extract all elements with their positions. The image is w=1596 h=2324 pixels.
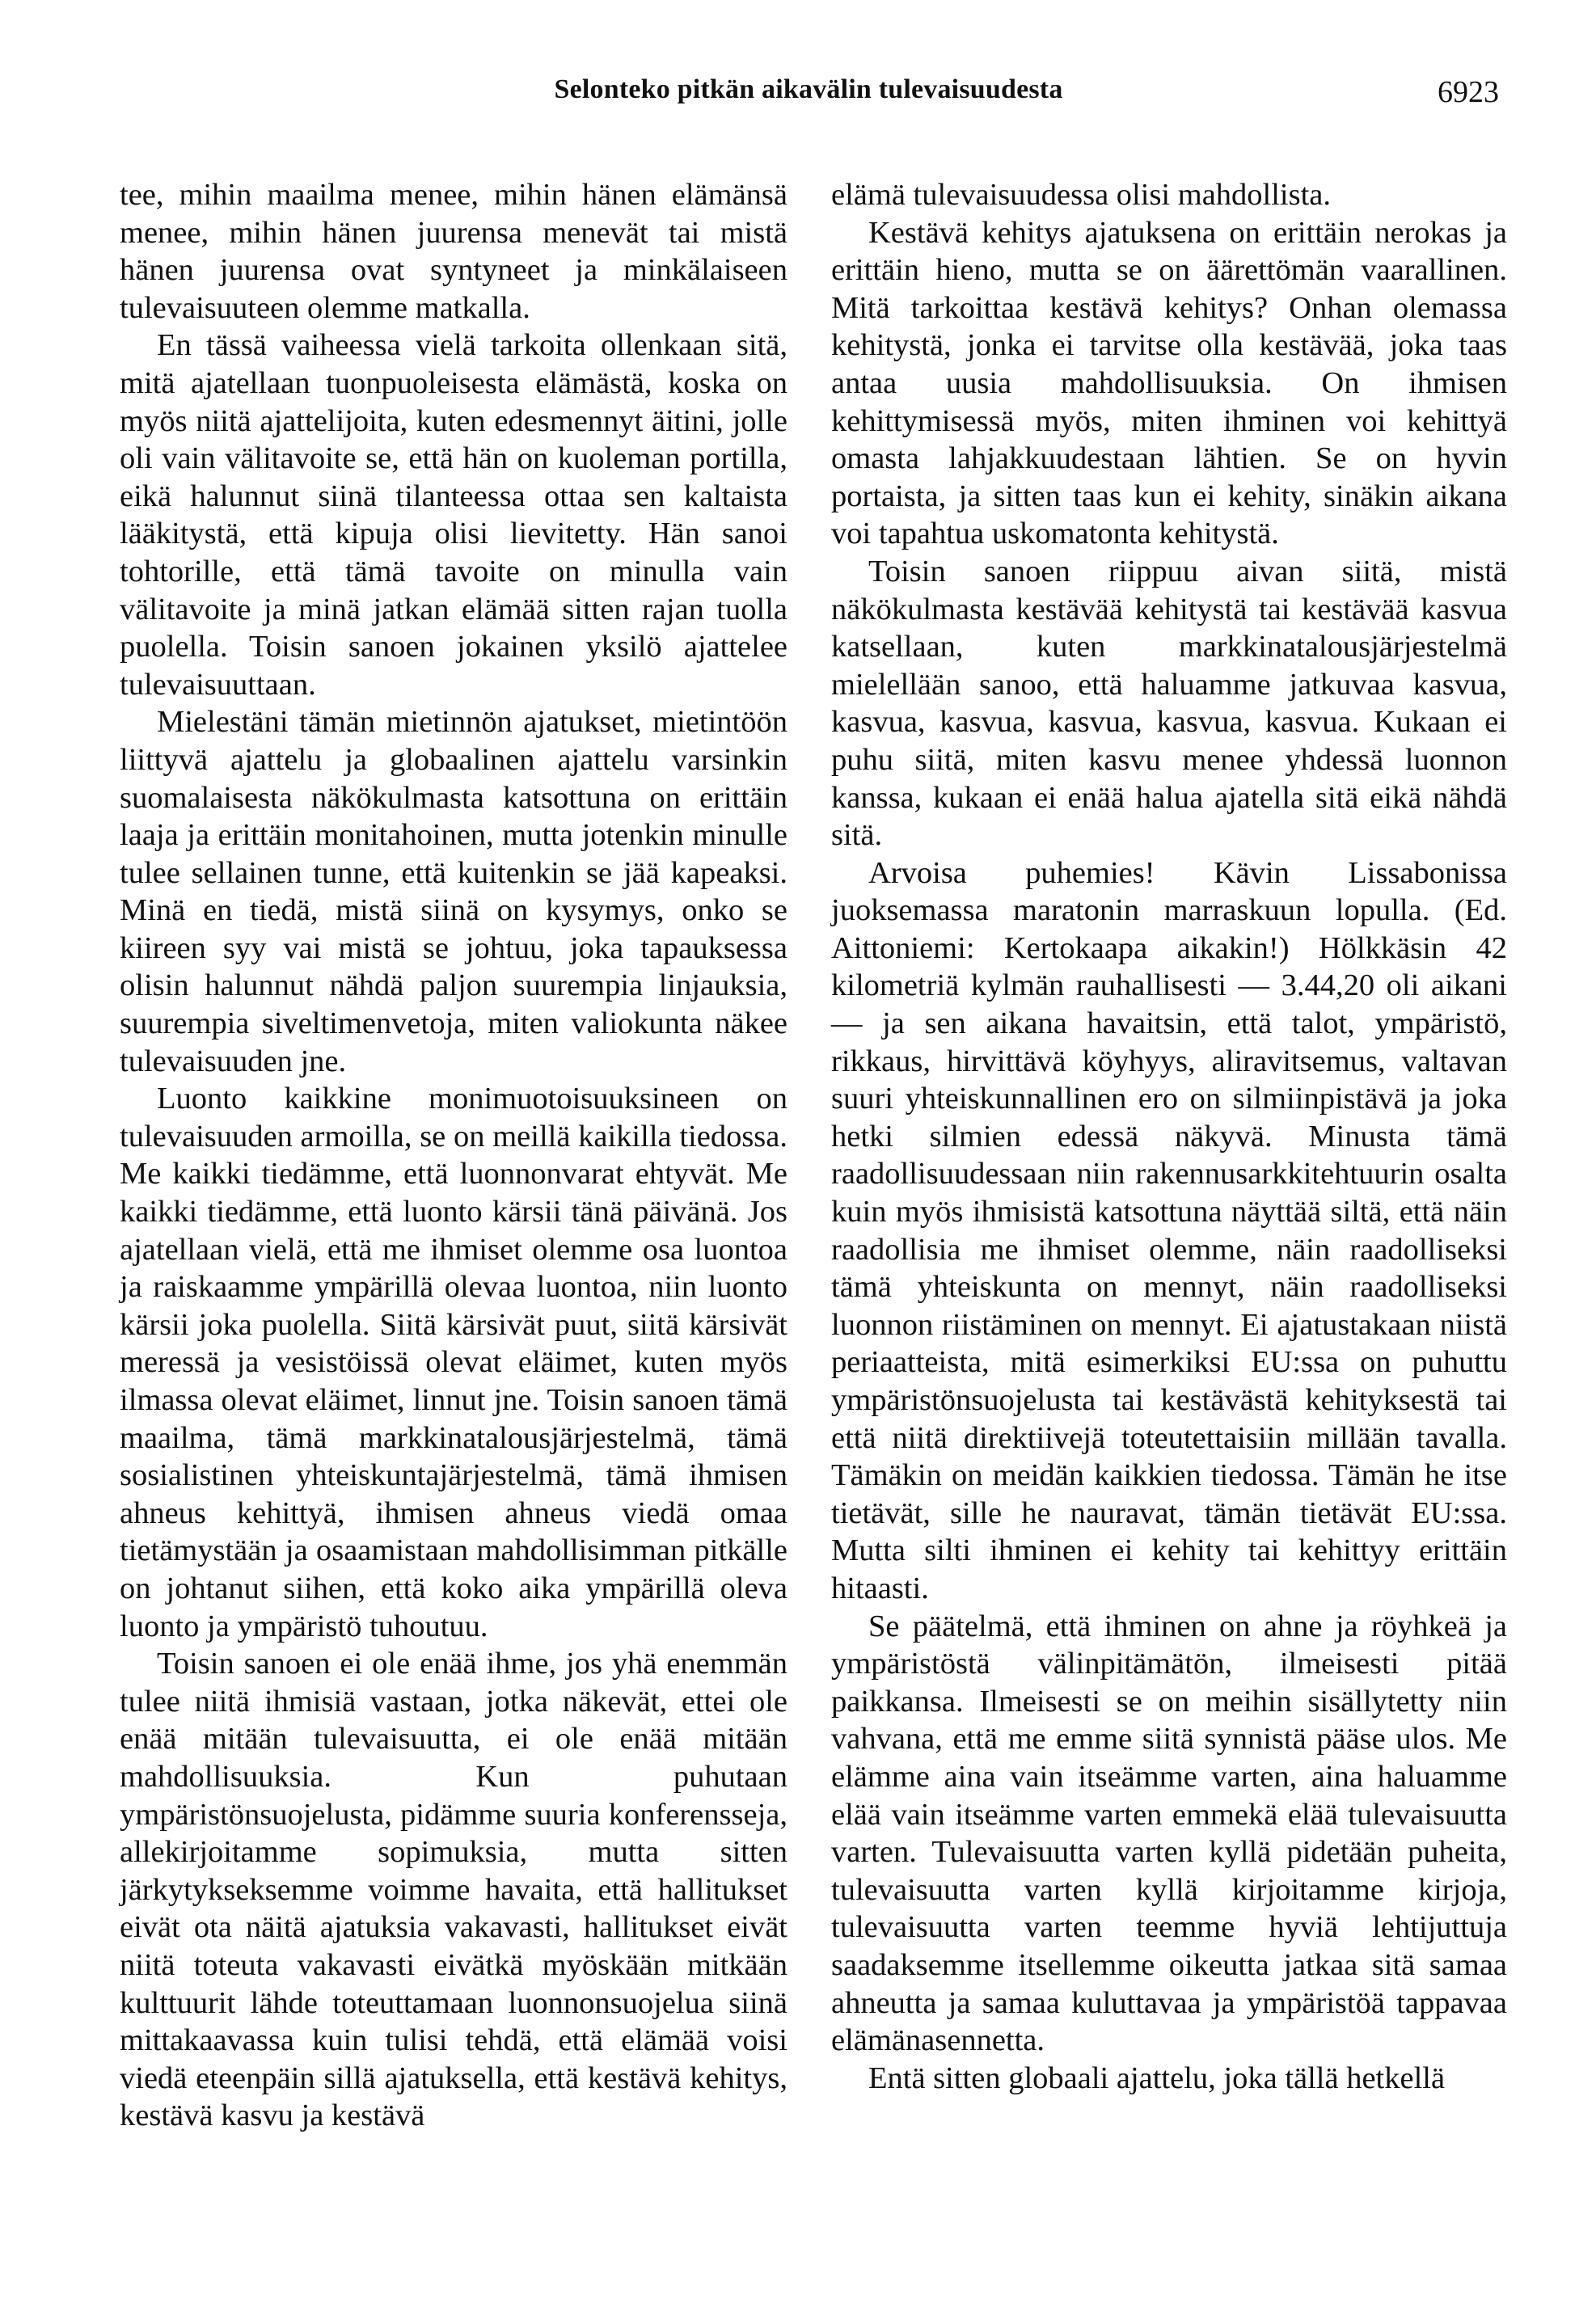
paragraph: Toisin sanoen riippuu aivan siitä, mistä näkökulmasta kestävää kehitystä tai kestävää kasvua katsellaan, kuten markkinatalousjärjestelmä mielellään sanoo, että haluamme jatkuvaa kasvua, kasvua, kasvua, kasvua, kasvua, kasvua. Kukaan ei puhu siitä, miten kasvu menee yhdessä luonnon kanssa, kukaan ei enää halua ajatella sitä eikä nähdä sitä. bbox=[831, 554, 1507, 853]
page-header bbox=[0, 74, 1596, 123]
running-title: Selonteko pitkän aikavälin tulevaisuudesta bbox=[554, 74, 1063, 104]
paragraph: Toisin sanoen ei ole enää ihme, jos yhä enemmän tulee niitä ihmisiä vastaan, jotka näkevät, ettei ole enää mitään tulevaisuutta, ei ole enää mitään mahdollisuuksia. Kun puhutaan ympäristönsuojelusta, pidämme suuria konferensseja, allekirjoitamme sopimuksia, mutta sitten järkytykseksemme voimme havaita, että hallitukset eivät ota näitä ajatuksia vakavasti, hallitukset eivät niitä toteuta vakavasti eivätkä myöskään mitkään kulttuurit lähde toteuttamaan luonnonsuojelua siinä mittakaavassa kuin tulisi tehdä, että elämää voisi viedä eteenpäin sillä ajatuksella, että kestävä kehitys, kestävä kasvu ja kestävä bbox=[120, 1647, 787, 2133]
paragraph: En tässä vaiheessa vielä tarkoita ollenkaan sitä, mitä ajatellaan tuonpuoleisesta elämästä, koska on myös niitä ajattelijoita, kuten edesmennyt äitini, jolle oli vain välitavoite se, että hän on kuoleman portilla, eikä halunnut siinä tilanteessa ottaa sen kaltaista lääkitystä, että kipuja olisi lievitetty. Hän sanoi tohtorille, että tämä tavoite on minulla vain välitavoite ja minä jatkan elämää sitten rajan tuolla puolella. Toisin sanoen jokainen yksilö ajattelee tulevaisuuttaan. bbox=[120, 328, 787, 702]
left-column bbox=[120, 176, 787, 2135]
page-number: 6923 bbox=[1438, 75, 1499, 109]
paragraph: Entä sitten globaali ajattelu, joka tällä hetkellä bbox=[868, 2060, 1446, 2095]
paragraph: Luonto kaikkine monimuotoisuuksineen on tulevaisuuden armoilla, se on meillä kaikilla tiedossa. Me kaikki tiedämme, että luonnonvarat ehtyvät. Me kaikki tiedämme, että luonto kärsii tänä päivänä. Jos ajatellaan vielä, että me ihmiset olemme osa luontoa ja raiskaamme ympärillä olevaa luontoa, niin luonto kärsii joka puolella. Siitä kärsivät puut, siitä kärsivät meressä ja vesistöissä olevat eläimet, kuten myös ilmassa olevat eläimet, linnut jne. Toisin sanoen tämä maailma, tämä markkinatalousjärjestelmä, tämä sosialistinen yhteiskuntajärjestelmä, tämä ihmisen ahneus kehittyä, ihmisen ahneus viedä omaa tietämystään ja osaamistaan mahdollisimman pitkälle on johtanut siihen, että koko aika ympärillä oleva luonto ja ympäristö tuhoutuu. bbox=[120, 1082, 787, 1643]
paragraph: Mielestäni tämän mietinnön ajatukset, mietintöön liittyvä ajattelu ja globaalinen ajattelu varsinkin suomalaisesta näkökulmasta katsottuna on erittäin laaja ja erittäin monitahoinen, mutta jotenkin minulle tulee sellainen tunne, että kuitenkin se jää kapeaksi. Minä en tiedä, mistä siinä on kysymys, onko se kiireen syy vai mistä se johtuu, joka tapauksessa olisin halunnut nähdä paljon suurempia linjauksia, suurempia siveltimenvetoja, miten valiokunta näkee tulevaisuuden jne. bbox=[120, 705, 787, 1078]
paragraph: Se päätelmä, että ihminen on ahne ja röyhkeä ja ympäristöstä välinpitämätön, ilmeisesti pitää paikkansa. Ilmeisesti se on meihin sisällytetty niin vahvana, että me emme siitä synnistä pääse ulos. Me elämme aina vain itseämme varten, aina haluamme elää vain itseämme varten emmekä elää tulevaisuutta varten. Tulevaisuutta varten kyllä pidetään puheita, tulevaisuutta varten kyllä kirjoitamme kirjoja, tulevaisuutta varten teemme hyviä lehtijuttuja saadaksemme itsellemme oikeutta jatkaa sitä samaa ahneutta ja samaa kuluttavaa ja ympäristöä tappavaa elämänasennetta. bbox=[831, 1609, 1507, 2058]
paragraph: elämä tulevaisuudessa olisi mahdollista. bbox=[831, 178, 1332, 212]
paragraph: tee, mihin maailma menee, mihin hänen elämänsä menee, mihin hänen juurensa menevät tai mistä hänen juurensa ovat syntyneet ja minkälaiseen tulevaisuuteen olemme matkalla. bbox=[120, 178, 787, 325]
paragraph: Arvoisa puhemies! Kävin Lissabonissa juoksemassa maratonin marraskuun lopulla. (Ed. Aittoniemi: Kertokaapa aikakin!) Hölkkäsin 42 kilometriä kylmän rauhallisesti — 3.44,20 oli aikani — ja sen aikana havaitsin, että talot, ympäristö, rikkaus, hirvittävä köyhyys, aliravitsemus, valtavan suuri yhteiskunnallinen ero on silmiinpistävä ja joka hetki silmien edessä näkyvä. Minusta tämä raadollisuudessaan niin rakennusarkkitehtuurin osalta kuin myös ihmisistä katsottuna näyttää siltä, että näin raadollisia me ihmiset olemme, näin raadolliseksi tämä yhteiskunta on mennyt, näin raadolliseksi luonnon riistäminen on mennyt. Ei ajatustakaan niistä periaatteista, mitä esimerkiksi EU:ssa on puhuttu ympäristönsuojelusta tai kestävästä kehityksestä tai että niitä direktiivejä toteutettaisiin millään tavalla. Tämäkin on meidän kaikkien tiedossa. Tämän he itse tietävät, sille he nauravat, tämän tietävät EU:ssa. Mutta silti ihminen ei kehity tai kehittyy erittäin hitaasti. bbox=[831, 855, 1507, 1605]
paragraph: Kestävä kehitys ajatuksena on erittäin nerokas ja erittäin hieno, mutta se on äärettömän vaarallinen. Mitä tarkoittaa kestävä kehitys? Onhan olemassa kehitystä, jonka ei tarvitse olla kestävää, joka taas antaa uusia mahdollisuuksia. On ihmisen kehittymisessä myös, miten ihminen voi kehittyä omasta lahjakkuudestaan lähtien. Se on hyvin portaista, ja sitten taas kun ei kehity, sinäkin aikana voi tapahtua uskomatonta kehitystä. bbox=[831, 215, 1507, 551]
right-column bbox=[831, 176, 1507, 2097]
